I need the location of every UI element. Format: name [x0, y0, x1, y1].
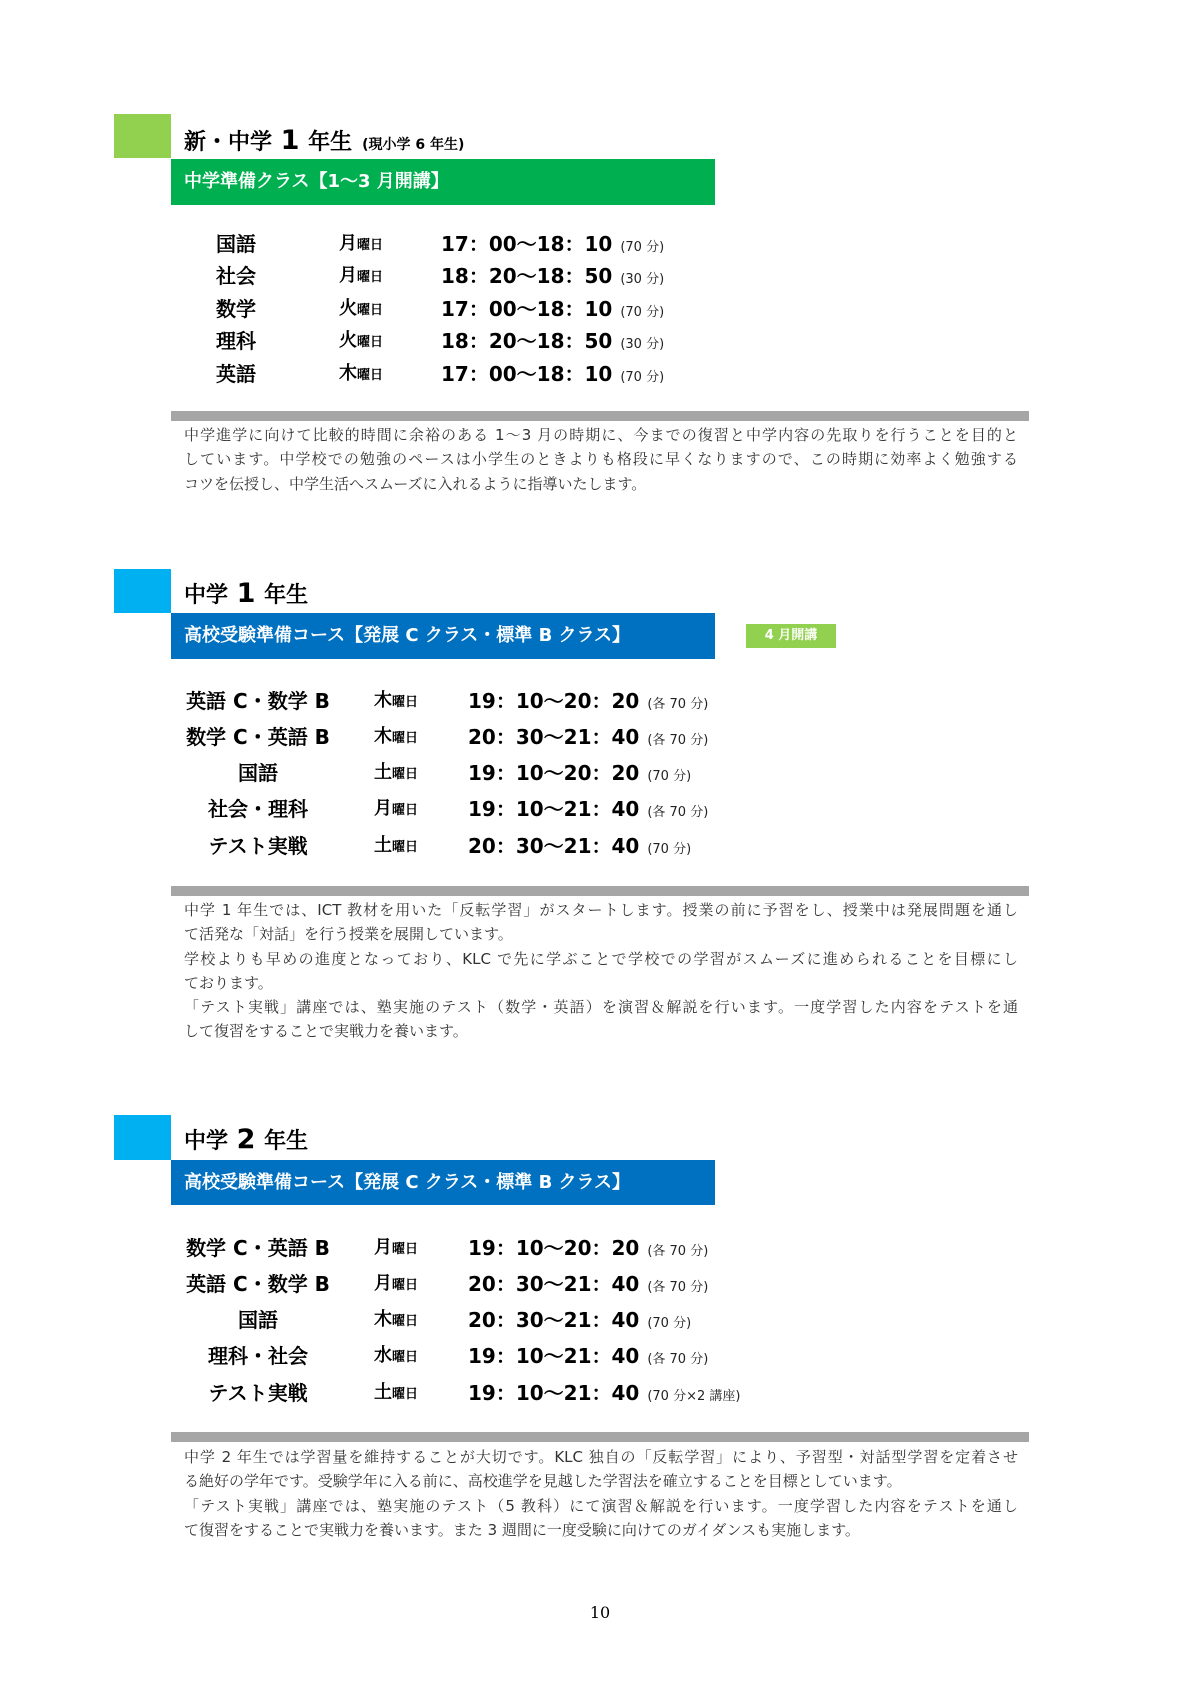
weekday-suffix: 曜日 — [392, 767, 419, 783]
weekday — [374, 683, 418, 721]
lesson-duration: (70 分) — [620, 304, 665, 320]
time-slot — [468, 791, 708, 831]
time-range: 18：20～18：50 — [441, 264, 613, 288]
subject-name: テスト実戦 — [208, 1380, 308, 1405]
weekday-suffix: 曜日 — [392, 730, 419, 746]
time-range: 19：10～21：40 — [468, 1380, 640, 1405]
weekday — [339, 260, 383, 295]
weekday-suffix: 曜日 — [392, 839, 419, 855]
time-range: 19：10～21：40 — [468, 797, 640, 822]
weekday-name: 月 — [339, 232, 357, 254]
time-slot — [468, 755, 691, 795]
time-range: 19：10～20：20 — [468, 1235, 640, 1260]
description-line: して復習をすることで実戦力を養います。 — [184, 1022, 468, 1041]
schedule-row — [0, 1375, 1200, 1411]
lesson-duration: (各 70 分) — [647, 732, 709, 748]
weekday-suffix: 曜日 — [357, 237, 384, 253]
weekday-name: 月 — [374, 1272, 392, 1294]
subject-name: 社会 — [216, 264, 256, 288]
title-grade-number: 2 — [236, 1124, 256, 1155]
time-range: 20：30～21：40 — [468, 833, 640, 858]
schedule-row — [0, 358, 1200, 391]
weekday — [374, 1375, 418, 1413]
section-title — [184, 577, 308, 611]
weekday-name: 土 — [374, 1381, 392, 1403]
description-paragraph — [184, 1445, 1018, 1494]
weekday — [374, 828, 418, 866]
weekday-name: 木 — [374, 725, 392, 747]
weekday-suffix: 曜日 — [392, 1241, 419, 1257]
weekday-name: 木 — [339, 362, 357, 384]
time-slot — [468, 1230, 708, 1270]
subject-name: 国語 — [238, 761, 278, 786]
description-line: ております。 — [184, 973, 273, 992]
description-paragraph — [184, 947, 1018, 996]
lesson-duration: (30 分) — [620, 337, 665, 352]
description-paragraph — [184, 423, 1018, 496]
time-slot — [468, 1302, 691, 1342]
schedule-row — [0, 228, 1200, 261]
weekday — [374, 1266, 418, 1304]
schedule-row — [0, 828, 1200, 864]
section-marker-square — [114, 569, 171, 613]
lesson-duration: (70 分) — [647, 841, 692, 857]
time-slot — [441, 325, 664, 362]
schedule-table — [0, 1230, 1200, 1411]
weekday — [339, 358, 383, 393]
subject-name: 数学 — [216, 296, 256, 321]
description-line: 学校よりも早めの進度となっており、KLC で先に学ぶことで学校での学習がスムーズに進められることを目標にし — [184, 949, 1018, 968]
description-paragraph — [184, 995, 1018, 1044]
description-line: 「テスト実戦」講座では、塾実施のテスト（5 教科）にて演習＆解説を行います。一度学習した内容をテストを通し — [184, 1496, 1018, 1515]
description-line: 中学 1 年生では、ICT 教材を用いた「反転学習」がスタートします。授業の前に予習をし、授業中は発展問題を通し — [184, 901, 1018, 919]
description-paragraph — [184, 898, 1018, 947]
schedule-row — [0, 1338, 1200, 1374]
subject-name: 数学 C・英語 B — [186, 1235, 330, 1260]
lesson-duration: (70 分) — [620, 369, 665, 385]
schedule-row — [0, 1230, 1200, 1266]
subject-name: 国語 — [216, 231, 256, 256]
title-grade-number: 1 — [280, 125, 300, 156]
subject-name: テスト実戦 — [208, 833, 308, 858]
schedule-row — [0, 755, 1200, 791]
subject-name: 国語 — [238, 1308, 278, 1333]
time-slot — [468, 1338, 708, 1378]
lesson-duration: (各 70 分) — [647, 805, 709, 821]
time-range: 17：00～18：10 — [441, 296, 613, 321]
weekday — [339, 325, 383, 360]
weekday — [374, 1302, 418, 1340]
section-title-text: 中学 2 年生 — [184, 1124, 309, 1155]
course-banner: 中学準備クラス【1～3 月開講】 — [171, 159, 715, 205]
time-slot — [468, 1266, 708, 1306]
description-line: る絶好の学年です。受験学年に入る前に、高校進学を見越した学習法を確立することを目標としています。 — [184, 1472, 902, 1491]
section-title-text: 新・中学 1 年生 — [184, 125, 353, 156]
time-slot — [441, 358, 664, 395]
lesson-duration: (70 分) — [647, 769, 692, 785]
section-marker-square — [114, 1115, 171, 1160]
description-line: コツを伝授し、中学生活へスムーズに入れるように指導いたします。 — [184, 474, 647, 493]
course-banner: 高校受験準備コース【発展 C クラス・標準 B クラス】 — [171, 1160, 715, 1205]
weekday-suffix: 曜日 — [357, 335, 384, 350]
course-banner: 高校受験準備コース【発展 C クラス・標準 B クラス】 — [171, 613, 715, 659]
time-range: 20：30～21：40 — [468, 724, 640, 749]
lesson-duration: (各 70 分) — [647, 1352, 709, 1368]
page-number: 10 — [589, 1603, 611, 1622]
divider-bar — [171, 411, 1029, 421]
subject-name: 数学 C・英語 B — [186, 724, 330, 749]
schedule-row — [0, 260, 1200, 293]
section-title-text: 中学 1 年生 — [184, 578, 309, 609]
course-description — [184, 1445, 1018, 1542]
time-range: 20：30～21：40 — [468, 1271, 640, 1296]
weekday-name: 木 — [374, 689, 392, 711]
weekday — [374, 1338, 418, 1376]
start-month-badge: 4 月開講 — [746, 624, 836, 648]
section-title — [184, 124, 464, 158]
time-slot — [441, 260, 664, 297]
section-title — [184, 1123, 308, 1157]
divider-bar — [171, 886, 1029, 896]
weekday-suffix: 曜日 — [392, 1314, 419, 1330]
description-line: 中学 2 年生では学習量を維持することが大切です。KLC 独自の「反転学習」により、予習型・対話型学習を定着させ — [184, 1448, 1018, 1466]
weekday-name: 月 — [339, 265, 357, 286]
divider-bar — [171, 1432, 1029, 1442]
lesson-duration: (70 分×2 講座) — [647, 1388, 741, 1404]
weekday-suffix: 曜日 — [392, 803, 419, 819]
weekday-suffix: 曜日 — [357, 270, 384, 285]
time-slot — [441, 228, 664, 265]
lesson-duration: (各 70 分) — [647, 1243, 709, 1259]
subject-name: 英語 C・数学 B — [186, 1271, 330, 1296]
weekday-suffix: 曜日 — [392, 1350, 419, 1366]
description-line: て活発な「対話」を行う授業を展開しています。 — [184, 925, 513, 944]
time-range: 18：20～18：50 — [441, 329, 613, 353]
description-paragraph — [184, 1494, 1018, 1543]
schedule-table — [0, 228, 1200, 391]
weekday — [339, 228, 383, 263]
weekday-name: 月 — [374, 798, 392, 820]
weekday — [339, 293, 383, 328]
time-slot — [468, 719, 708, 759]
weekday-name: 月 — [374, 1236, 392, 1258]
weekday-name: 木 — [374, 1309, 392, 1331]
time-range: 19：10～21：40 — [468, 1344, 640, 1369]
weekday-name: 土 — [374, 762, 392, 784]
weekday-suffix: 曜日 — [357, 367, 384, 383]
time-slot — [468, 828, 691, 868]
description-line: しています。中学校での勉強のペースは小学生のときよりも格段に早くなりますので、この時期に効率よく勉強する — [184, 450, 1018, 469]
schedule-row — [0, 1266, 1200, 1302]
schedule-row — [0, 293, 1200, 326]
time-slot — [468, 683, 708, 723]
weekday — [374, 719, 418, 757]
time-slot — [468, 1375, 740, 1415]
time-range: 17：00～18：10 — [441, 231, 613, 256]
subject-name: 理科 — [216, 329, 256, 353]
lesson-duration: (30 分) — [620, 272, 665, 287]
course-description — [184, 423, 1018, 496]
schedule-row — [0, 719, 1200, 755]
description-line: 中学進学に向けて比較的時間に余裕のある 1～3 月の時期に、今までの復習と中学内容の先取りを行うことを目的と — [184, 426, 1018, 444]
schedule-table — [0, 683, 1200, 864]
title-grade-number: 1 — [236, 578, 256, 609]
schedule-row — [0, 325, 1200, 358]
description-line: 「テスト実戦」講座では、塾実施のテスト（数学・英語）を演習＆解説を行います。一度学習した内容をテストを通 — [184, 998, 1018, 1017]
subject-name: 理科・社会 — [208, 1344, 308, 1369]
subject-name: 英語 C・数学 B — [186, 688, 330, 713]
weekday — [374, 755, 418, 793]
subject-name: 英語 — [216, 361, 256, 386]
weekday-suffix: 曜日 — [357, 302, 384, 318]
section-marker-square — [114, 114, 171, 158]
schedule-row — [0, 683, 1200, 719]
weekday-name: 火 — [339, 297, 357, 319]
lesson-duration: (各 70 分) — [647, 696, 709, 712]
weekday-suffix: 曜日 — [392, 1386, 419, 1402]
time-range: 17：00～18：10 — [441, 361, 613, 386]
lesson-duration: (各 70 分) — [647, 1279, 709, 1295]
lesson-duration: (70 分) — [647, 1316, 692, 1332]
time-range: 19：10～20：20 — [468, 761, 640, 786]
lesson-duration: (70 分) — [620, 239, 665, 255]
subject-name: 社会・理科 — [208, 797, 308, 822]
time-range: 20：30～21：40 — [468, 1308, 640, 1333]
weekday — [374, 1230, 418, 1268]
weekday-suffix: 曜日 — [392, 1277, 419, 1293]
weekday-name: 土 — [374, 834, 392, 856]
time-slot — [441, 293, 664, 330]
weekday-name: 火 — [339, 330, 357, 351]
course-description — [184, 898, 1018, 1044]
description-line: て復習をすることで実戦力を養います。また 3 週間に一度受験に向けてのガイダンスも実施します。 — [184, 1520, 860, 1539]
weekday — [374, 791, 418, 829]
weekday-name: 水 — [374, 1345, 392, 1367]
section-title-note: (現小学 6 年生) — [362, 137, 465, 153]
schedule-row — [0, 791, 1200, 827]
weekday-suffix: 曜日 — [392, 694, 419, 710]
time-range: 19：10～20：20 — [468, 688, 640, 713]
schedule-row — [0, 1302, 1200, 1338]
